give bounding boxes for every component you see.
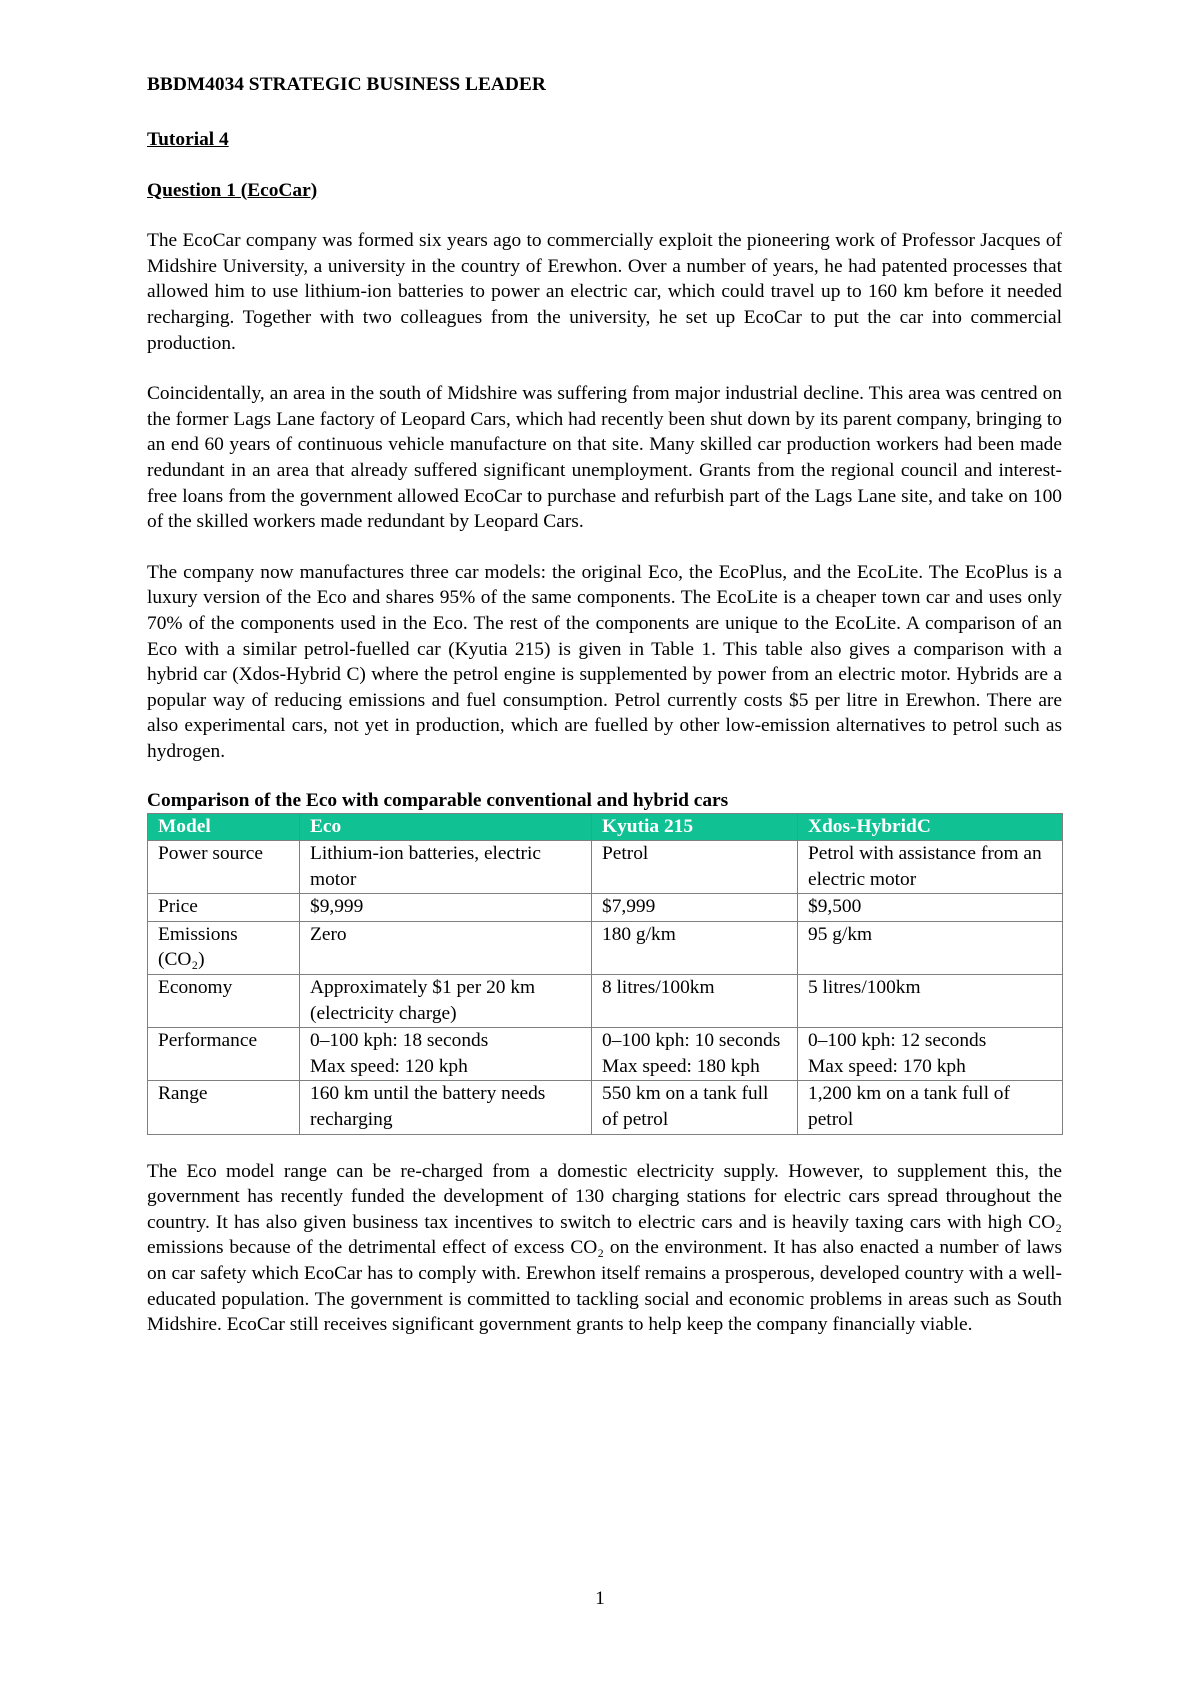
table-row bbox=[148, 1081, 1063, 1134]
cell-xdos: 95 g/km bbox=[798, 921, 1063, 974]
table-row bbox=[148, 921, 1063, 974]
cell-eco: $9,999 bbox=[300, 894, 592, 922]
table-row bbox=[148, 1028, 1063, 1081]
table-row bbox=[148, 975, 1063, 1028]
cell-kyutia bbox=[592, 1028, 798, 1081]
page-number: 1 bbox=[595, 1588, 605, 1609]
header-kyutia: Kyutia 215 bbox=[592, 814, 798, 841]
cell-eco: Approximately $1 per 20 km (electricity charge) bbox=[300, 975, 592, 1028]
paragraph-intro: The EcoCar company was formed six years ago to commercially exploit the pioneering work of Professor Jacques of Midshire University, a university in the country of Erewhon. Over a number of years, he had patented processes that allowed him to use lithium-ion batteries to power an electric car, which could travel up to 160 km before it needed recharging. Together with two colleagues from the university, he set up EcoCar to put the car into commercial production. bbox=[147, 230, 1062, 354]
table-header-row bbox=[148, 814, 1063, 841]
row-label: Power source bbox=[148, 841, 300, 894]
table-caption: Comparison of the Eco with comparable conventional and hybrid cars bbox=[147, 790, 729, 812]
cell-xdos: 5 litres/100km bbox=[798, 975, 1063, 1028]
cell-line: 0–100 kph: 18 seconds bbox=[310, 1030, 489, 1052]
cell-line: Max speed: 170 kph bbox=[808, 1055, 966, 1077]
cell-kyutia: $7,999 bbox=[592, 894, 798, 922]
cell-xdos: Petrol with assistance from an electric motor bbox=[798, 841, 1063, 894]
cell-line: 0–100 kph: 10 seconds bbox=[602, 1030, 781, 1052]
cell-xdos bbox=[798, 1028, 1063, 1081]
cell-eco bbox=[300, 1028, 592, 1081]
cell-line: Max speed: 120 kph bbox=[310, 1055, 468, 1077]
header-xdos: Xdos-HybridC bbox=[798, 814, 1063, 841]
comparison-table bbox=[147, 813, 1063, 1134]
table-row bbox=[148, 894, 1063, 922]
cell-eco: Zero bbox=[300, 921, 592, 974]
cell-kyutia: Petrol bbox=[592, 841, 798, 894]
cell-eco: 160 km until the battery needs recharging bbox=[300, 1081, 592, 1134]
row-label: Price bbox=[148, 894, 300, 922]
paragraph-midshire: Coincidentally, an area in the south of Midshire was suffering from major industrial decline. This area was centred on the former Lags Lane factory of Leopard Cars, which had recently been shut down by its parent company, bringing to an end 60 years of continuous vehicle manufacture on that site. Many skilled car production workers had been made redundant in an area that already suffered significant unemployment. Grants from the regional council and interest-free loans from the government allowed EcoCar to purchase and refurbish part of the Lags Lane site, and take on 100 of the skilled workers made redundant by Leopard Cars. bbox=[147, 383, 1062, 533]
document-page bbox=[147, 72, 1062, 1363]
tutorial-title: Tutorial 4 bbox=[147, 129, 229, 150]
cell-xdos: 1,200 km on a tank full of petrol bbox=[798, 1081, 1063, 1134]
row-label: Range bbox=[148, 1081, 300, 1134]
cell-eco: Lithium-ion batteries, electric motor bbox=[300, 841, 592, 894]
cell-line: Max speed: 180 kph bbox=[602, 1055, 760, 1077]
table-row bbox=[148, 841, 1063, 894]
cell-kyutia: 8 litres/100km bbox=[592, 975, 798, 1028]
header-model: Model bbox=[148, 814, 300, 841]
document-header: BBDM4034 STRATEGIC BUSINESS LEADER bbox=[147, 74, 546, 95]
row-label: Emissions (CO₂) bbox=[148, 921, 300, 974]
cell-xdos: $9,500 bbox=[798, 894, 1063, 922]
paragraph-closing: The Eco model range can be re-charged from a domestic electricity supply. However, to supplement this, the government has recently funded the development of 130 charging stations for electric cars spread throughout the country. It has also given business tax incentives to switch to electric cars and is heavily taxing cars with high CO₂ emissions because of the detrimental effect of excess CO₂ on the environment. It has also enacted a number of laws on car safety which EcoCar has to comply with. Erewhon itself remains a prosperous, developed country with a well-educated population. The government is committed to tackling social and economic problems in areas such as South Midshire. EcoCar still receives significant government grants to help keep the company financially viable. bbox=[147, 1160, 1062, 1336]
header-eco: Eco bbox=[300, 814, 592, 841]
paragraph-models: The company now manufactures three car models: the original Eco, the EcoPlus, and the EcoLite. The EcoPlus is a luxury version of the Eco and shares 95% of the same components. The EcoLite is a cheaper town car and uses only 70% of the components used in the Eco. The rest of the components are unique to the EcoLite. A comparison of an Eco with a similar petrol-fuelled car (Kyutia 215) is given in Table 1. This table also gives a comparison with a hybrid car (Xdos-Hybrid C) where the petrol engine is supplemented by power from an electric motor. Hybrids are a popular way of reducing emissions and fuel consumption. Petrol currently costs $5 per litre in Erewhon. There are also experimental cars, not yet in production, which are fuelled by other low-emission alternatives to petrol such as hydrogen. bbox=[147, 561, 1062, 762]
cell-kyutia: 180 g/km bbox=[592, 921, 798, 974]
row-label: Performance bbox=[148, 1028, 300, 1081]
cell-line: 0–100 kph: 12 seconds bbox=[808, 1030, 987, 1052]
row-label: Economy bbox=[148, 975, 300, 1028]
cell-kyutia: 550 km on a tank full of petrol bbox=[592, 1081, 798, 1134]
question-title: Question 1 (EcoCar) bbox=[147, 179, 318, 201]
